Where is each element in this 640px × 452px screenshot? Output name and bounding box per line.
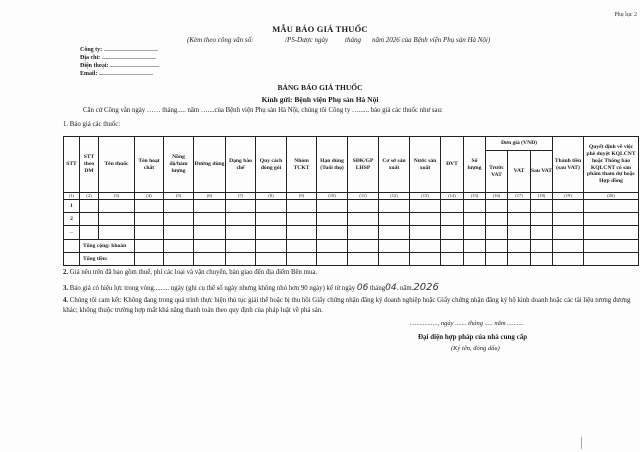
appendix-label: Phụ lục 2: [614, 12, 637, 18]
row-index: ...: [64, 226, 80, 240]
col-num: (3): [99, 193, 135, 200]
cell[interactable]: [99, 213, 135, 226]
cell[interactable]: [486, 226, 508, 240]
col-num: (10): [317, 193, 348, 200]
handwritten-month: 04: [385, 283, 397, 293]
cell[interactable]: [194, 253, 226, 266]
col-num: (1): [64, 193, 80, 200]
cell[interactable]: [194, 213, 226, 226]
header-vat: VAT: [508, 151, 531, 193]
handwritten-year: 2026: [413, 282, 439, 293]
header-stt-dm: STT theo DM: [80, 137, 99, 193]
intro-paragraph: Căn cứ Công văn ngày …… tháng..... năm …....của Bệnh viện Phụ sản Hà Nội, chúng tôi Công ty …...... báo giá các thuốc như sau:: [83, 107, 443, 114]
col-num: (7): [226, 193, 256, 200]
cell[interactable]: [553, 253, 584, 266]
cell[interactable]: [441, 213, 464, 226]
column-number-row: [64, 193, 639, 200]
cell[interactable]: [99, 200, 135, 213]
col-num: (15): [464, 193, 486, 200]
cell[interactable]: [194, 226, 226, 240]
cell[interactable]: [164, 200, 194, 213]
cell[interactable]: [287, 200, 317, 213]
cell[interactable]: [508, 213, 531, 226]
cell[interactable]: [226, 253, 256, 266]
cell[interactable]: [348, 226, 379, 240]
cell[interactable]: [226, 226, 256, 240]
cell[interactable]: [226, 200, 256, 213]
signature-title: Đại diện hợp pháp của nhà cung cấp: [418, 333, 528, 341]
cell[interactable]: [317, 253, 348, 266]
note-4: 4. Chúng tôi cam kết: Không đang trong quá trình thực hiện thủ tục giải thể hoặc bị thu hồi Giấy chứng nhận đăng ký doanh nghiệp hoặc Giấy chứng nhận đăng ký hộ kinh doanh hoặc các tài liệu tương đương khác; không thuộc trường hợp mất khả năng thanh toán theo quy định của pháp luật về phá sản.: [63, 297, 631, 315]
cell[interactable]: [441, 240, 464, 253]
cell: [64, 240, 80, 253]
header-stt: STT: [64, 137, 80, 193]
cell[interactable]: [99, 226, 135, 240]
header-technical-group: Nhóm TCKT: [287, 137, 317, 193]
cell[interactable]: [194, 240, 226, 253]
cell[interactable]: [135, 226, 164, 240]
cell[interactable]: [531, 253, 553, 266]
header-concentration: Nồng độ/hàm lượng: [164, 137, 194, 193]
cell[interactable]: [135, 200, 164, 213]
total-amount-label: Tổng tiền:: [80, 253, 135, 266]
cell[interactable]: [348, 213, 379, 226]
col-num: (6): [194, 193, 226, 200]
cell[interactable]: [379, 200, 410, 213]
cell[interactable]: [317, 200, 348, 213]
col-num: (17): [508, 193, 531, 200]
cell[interactable]: [584, 240, 639, 253]
header-drug-name: Tên thuốc: [99, 137, 135, 193]
cell[interactable]: [256, 213, 287, 226]
subtitle-part-2: /PS-Dược ngày: [285, 36, 329, 44]
col-num: (2): [80, 193, 99, 200]
form-title: MẪU BÁO GIÁ THUỐC: [272, 24, 368, 34]
cell[interactable]: [287, 253, 317, 266]
cell[interactable]: [531, 200, 553, 213]
cell[interactable]: [410, 213, 441, 226]
header-before-vat: Trước VAT: [486, 151, 508, 193]
cell[interactable]: [379, 240, 410, 253]
company-field[interactable]: Công ty: ......................................................: [80, 47, 158, 53]
cell[interactable]: [379, 213, 410, 226]
cell[interactable]: [464, 226, 486, 240]
cell[interactable]: [553, 240, 584, 253]
cell[interactable]: [135, 240, 164, 253]
handwritten-day: 06: [356, 283, 369, 293]
cell[interactable]: [410, 253, 441, 266]
cell[interactable]: [256, 240, 287, 253]
cell[interactable]: [256, 253, 287, 266]
header-after-vat: Sau VAT: [531, 151, 553, 193]
recipient: Kính gửi: Bệnh viện Phụ sản Hà Nội: [261, 95, 379, 104]
cell[interactable]: [379, 226, 410, 240]
phone-field[interactable]: Điện thoại: .................................................: [80, 63, 159, 69]
total-count-label: Tổng cộng: khoản: [80, 240, 135, 253]
cell[interactable]: [531, 240, 553, 253]
cell[interactable]: [464, 240, 486, 253]
cell[interactable]: [553, 213, 584, 226]
col-num: (16): [486, 193, 508, 200]
cell[interactable]: [486, 213, 508, 226]
cell[interactable]: [584, 226, 639, 240]
cell[interactable]: [410, 240, 441, 253]
header-registration: SĐK/GP LHSP: [348, 137, 379, 193]
scan-mark: [581, 437, 582, 449]
cell[interactable]: [486, 253, 508, 266]
table-row: [64, 213, 639, 226]
section-1-heading: 1. Báo giá các thuốc:: [63, 121, 121, 128]
cell[interactable]: [164, 240, 194, 253]
signature-date: ................., ngày ....... tháng ..... năm ..........: [410, 320, 524, 327]
signature-note: (Ký tên, đóng dấu): [451, 345, 500, 352]
cell[interactable]: [135, 253, 164, 266]
cell[interactable]: [486, 200, 508, 213]
cell[interactable]: [194, 200, 226, 213]
cell[interactable]: [441, 253, 464, 266]
col-num: (11): [348, 193, 379, 200]
header-manufacturer: Cơ sở sản xuất: [379, 137, 410, 193]
address-field[interactable]: Địa chỉ: ......................................................: [80, 55, 156, 61]
col-num: (12): [379, 193, 410, 200]
total-amount-row: [64, 253, 639, 266]
header-dosage-form: Dạng bào chế: [226, 137, 256, 193]
col-num: (19): [553, 193, 584, 200]
note-2: 2. Giá nêu trên đã bao gồm thuế, phí các loại và vận chuyển, bàn giao đến địa điểm Bên mua.: [63, 269, 318, 276]
email-field[interactable]: Email: ......................................................: [80, 71, 153, 77]
header-total: Thành tiền (sau VAT): [553, 137, 584, 193]
cell[interactable]: [410, 200, 441, 213]
header-quantity: Số lượng: [464, 137, 486, 193]
subtitle-part-3: tháng: [345, 36, 361, 44]
table-row: [64, 200, 639, 213]
cell[interactable]: [164, 213, 194, 226]
note-3: 3. Báo giá có hiệu lực trong vòng......... ngày (ghi cụ thể số ngày nhưng không nhỏ hơn 90 ngày) kể từ ngày 06 tháng04. năm.2026: [63, 282, 439, 293]
cell[interactable]: [317, 213, 348, 226]
table-title: BẢNG BÁO GIÁ THUỐC: [277, 83, 363, 92]
cell[interactable]: [379, 253, 410, 266]
header-unit: ĐVT: [441, 137, 464, 193]
col-num: (18): [531, 193, 553, 200]
cell[interactable]: [348, 253, 379, 266]
cell[interactable]: [508, 240, 531, 253]
cell[interactable]: [441, 200, 464, 213]
header-active-ingredient: Tên hoạt chất: [135, 137, 164, 193]
cell[interactable]: [508, 200, 531, 213]
cell[interactable]: [486, 240, 508, 253]
row-index: 2: [64, 213, 80, 226]
cell[interactable]: [553, 200, 584, 213]
cell[interactable]: [464, 253, 486, 266]
cell[interactable]: [164, 226, 194, 240]
cell[interactable]: [256, 200, 287, 213]
cell[interactable]: [287, 240, 317, 253]
cell[interactable]: [135, 213, 164, 226]
row-index: 1: [64, 200, 80, 213]
cell[interactable]: [553, 226, 584, 240]
cell[interactable]: [584, 253, 639, 266]
cell[interactable]: [508, 226, 531, 240]
cell[interactable]: [80, 226, 99, 240]
cell[interactable]: [441, 226, 464, 240]
cell[interactable]: [531, 213, 553, 226]
subtitle-part-1: (Kèm theo công văn số:: [187, 36, 254, 44]
cell[interactable]: [256, 226, 287, 240]
total-count-row: [64, 240, 639, 253]
cell[interactable]: [80, 213, 99, 226]
col-num: (13): [410, 193, 441, 200]
cell: [64, 253, 80, 266]
col-num: (20): [584, 193, 639, 200]
subtitle-part-4: năm 2026 của Bệnh viện Phụ sản Hà Nội): [372, 36, 491, 44]
col-num: (9): [287, 193, 317, 200]
header-unit-price: Đơn giá (VNĐ): [486, 137, 553, 151]
header-shelf-life: Hạn dùng (Tuổi thọ): [317, 137, 348, 193]
cell[interactable]: [348, 240, 379, 253]
cell[interactable]: [348, 200, 379, 213]
cell[interactable]: [164, 253, 194, 266]
header-packaging: Quy cách đóng gói: [256, 137, 287, 193]
cell[interactable]: [531, 226, 553, 240]
header-country: Nước sản xuất: [410, 137, 441, 193]
cell[interactable]: [317, 240, 348, 253]
cell[interactable]: [410, 226, 441, 240]
cell[interactable]: [508, 253, 531, 266]
table-row: [64, 226, 639, 240]
header-route: Đường dùng: [194, 137, 226, 193]
col-num: (5): [164, 193, 194, 200]
cell[interactable]: [226, 213, 256, 226]
quote-table: [63, 136, 639, 266]
header-decision: Quyết định về việc phê duyệt KQLCNT hoặc Thông báo KQLCNT có sản phẩm tham dự hoặc Hợp đồng: [584, 137, 639, 193]
cell[interactable]: [287, 226, 317, 240]
cell[interactable]: [464, 213, 486, 226]
cell[interactable]: [317, 226, 348, 240]
cell[interactable]: [226, 240, 256, 253]
col-num: (4): [135, 193, 164, 200]
cell[interactable]: [287, 213, 317, 226]
cell[interactable]: [584, 200, 639, 213]
col-num: (14): [441, 193, 464, 200]
cell[interactable]: [584, 213, 639, 226]
col-num: (8): [256, 193, 287, 200]
cell[interactable]: [464, 200, 486, 213]
cell[interactable]: [80, 200, 99, 213]
